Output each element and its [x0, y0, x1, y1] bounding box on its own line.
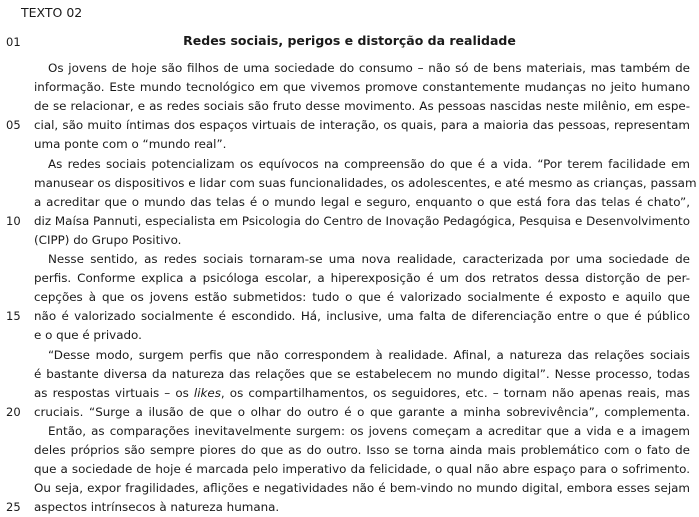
line-number: 05: [6, 118, 21, 133]
text-line: “Desse modo, surgem perfis que não correspondem à realidade. Afinal, a natureza das relações sociais: [48, 347, 690, 362]
text-line: manusear os dispositivos e lidar com suas funcionalidades, os adolescentes, e até mesmo as crianças, passam: [34, 175, 697, 190]
text-line: cepções à que os jovens estão submetidos: tudo o que é valorizado socialmente é exposto e aquilo que: [34, 290, 690, 305]
text-label: TEXTO 02: [21, 5, 83, 20]
text-line: e o que é privado.: [34, 328, 142, 343]
document-title: Redes sociais, perigos e distorção da realidade: [183, 33, 516, 48]
text-line: que a sociedade de hoje é marcada pelo imperativo da felicidade, o qual não abre espaço para o sofrimento.: [34, 462, 690, 477]
text-line: diz Maísa Pannuti, especialista em Psicologia do Centro de Inovação Pedagógica, Pesquisa e Desenvolvimento: [34, 213, 690, 228]
text-line: informação. Este mundo tecnológico em que vivemos promove constantemente mudanças no jeito humano: [34, 80, 690, 95]
text-line: Nesse sentido, as redes sociais tornaram-se uma nova realidade, caracterizada por uma sociedade de: [48, 252, 690, 266]
text-line: é bastante diversa da natureza das relações que se estabelecem no mundo digital”. Nesse processo, todas: [34, 366, 690, 381]
text-line: As redes sociais potencializam os equívocos na compreensão do que é a vida. “Por terem facilidade em: [48, 156, 690, 171]
text-line: cial, são muito íntimas dos espaços virtuais de interação, os quais, para a maioria das pessoas, representam: [34, 118, 690, 133]
text-line: as respostas virtuais – os likes, os compartilhamentos, os seguidores, etc. – tornam não apenas reais, mas: [34, 385, 691, 400]
text-line: cruciais. “Surge a ilusão de que o olhar do outro é o que garante a minha sobrevivência”, complementa.: [34, 404, 690, 419]
text-line: Os jovens de hoje são filhos de uma sociedade do consumo – não só de bens materiais, mas também de: [48, 61, 690, 75]
line-number: 25: [6, 500, 21, 515]
italic-term: likes: [193, 385, 221, 400]
text-line: não é valorizado socialmente é escondido. Há, inclusive, uma falta de diferenciação entre o que é público: [34, 309, 690, 324]
line-number: 01: [6, 35, 21, 49]
line-number: 15: [6, 309, 21, 324]
text-line: deles próprios são sempre piores do que as do outro. Isso se torna ainda mais problemático com o fato de: [34, 443, 690, 457]
text-line: a acreditar que o mundo das telas é o mundo legal e seguro, enquanto o que está fora das telas é chato”,: [34, 194, 690, 209]
text-line: Ou seja, expor fragilidades, aflições e negatividades não é bem-vindo no mundo digital, embora esses sejam: [34, 481, 690, 496]
text-line: aspectos intrínsecos à natureza humana.: [34, 500, 280, 515]
line-number: 10: [6, 213, 21, 228]
text-line: uma ponte com o “mundo real”.: [34, 137, 227, 152]
text-line: perfis. Conforme explica a psicóloga escolar, a hiperexposição é um dos retratos dessa distorção de per-: [34, 271, 690, 286]
text-line: Então, as comparações inevitavelmente surgem: os jovens começam a acreditar que a vida e a imagem: [48, 423, 690, 438]
text-line: (CIPP) do Grupo Positivo.: [34, 232, 182, 247]
text-line: de se relacionar, e as redes sociais são fruto desse movimento. As pessoas nascidas neste milênio, em espe-: [34, 99, 690, 114]
line-number: 20: [6, 404, 21, 419]
